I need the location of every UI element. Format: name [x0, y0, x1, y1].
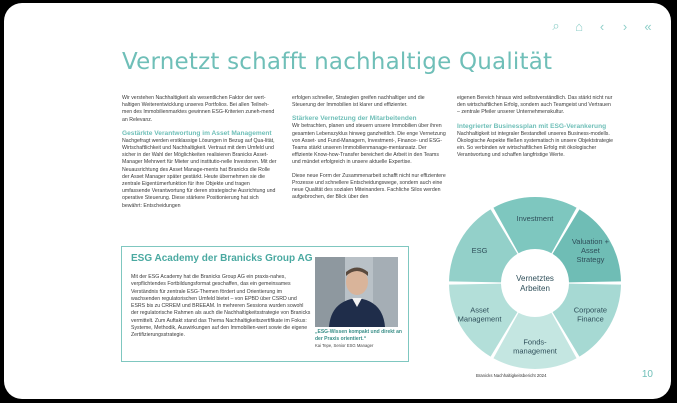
previous-page-icon[interactable]: ‹	[599, 18, 605, 34]
quote-text: „ESG-Wissen kompakt und direkt an der Praxis orientiert.“	[315, 329, 402, 342]
section-heading: Stärkere Vernetzung der Mitarbeitenden	[292, 115, 417, 123]
person-silhouette-icon	[315, 257, 398, 327]
wheel-center-label: Vernetztes Arbeiten	[516, 274, 554, 293]
body-paragraph: Diese neue Form der Zusammenarbeit schafft nicht nur effizientere Prozesse und schnellere Entscheidungswege, sondern auch eine neue Qualität des sozialen Miteinanders. Fachliche Silos werden aufgebrochen, der Blick über den	[292, 172, 446, 201]
photo-caption: Kai Tepe, Senior ESG Manager	[315, 343, 374, 348]
text-column-1	[122, 95, 277, 216]
intro-paragraph: Wir verstehen Nachhaltigkeit als wesentlichen Faktor der wert-haltigen Weiterentwicklung unseres Portfolios. Bei allen Teilneh-men des Immobilienmarktes gewinnen ESG-Kriterien zuneh-mend an Relevanz.	[122, 95, 275, 123]
report-footer: Branicks Nachhaltigkeitsbericht 2024	[476, 373, 547, 378]
process-wheel-diagram	[444, 195, 626, 371]
page-title: Vernetzt schafft nachhaltige Qualität	[122, 49, 553, 75]
section-heading: Gestärkte Verantwortung im Asset Management	[122, 129, 272, 137]
body-paragraph: eigenen Bereich hinaus wird selbstverständlich. Das stärkt nicht nur den wirtschaftlichen Erfolg, sondern auch Teamgeist und Vertrauen – zentrale Pfeiler unserer Unternehmenskultur.	[457, 95, 613, 116]
body-paragraph: erfolgen schneller, Strategien greifen nachhaltiger und die Steuerung der Immobilien ist klarer und effizienter.	[292, 95, 425, 109]
body-paragraph: Nachhaltigkeit ist integraler Bestandteil unseres Business-modells. Ökologische Aspekte fließen systematisch in unsere Objektstrategie ein. So verbinden wir wirtschaftlichen Erfolg mit ökologischer Verantwortung und schaffen langfristige Werte.	[457, 130, 613, 159]
wheel-segment-label: Fonds-management	[513, 337, 557, 356]
text-column-2	[292, 95, 447, 207]
report-page	[4, 3, 671, 399]
wheel-segment-label: Asset Management	[457, 305, 502, 324]
wheel-segment-label: Investment	[516, 214, 554, 223]
text-column-3	[457, 95, 615, 165]
box-title: ESG Academy der Branicks Group AG	[131, 253, 313, 264]
next-page-icon[interactable]: ›	[622, 18, 628, 34]
wheel-segment-label: ESG	[471, 246, 488, 255]
page-navigation	[549, 19, 655, 33]
box-text: Mit der ESG Academy hat die Branicks Group AG ein praxis-nahes, verpflichtendes Fortbildungsformat geschaffen, das ein gemeinsames Verständnis für zentrale ESG-Themen fördert und Orientierung im wachsenden regulatorischen Umfeld bietet – von EPBD über CSRD und ESRS bis zu CRREM und BREEAM. In mehreren Sessions wurden sowohl der regulatorische Rahmen als auch die Nachhaltigkeitsstrategie von Branicks vermittelt. Zum Auftakt stand das Thema Nachhaltigkeitszertifikate im Fokus: Systeme, Methodik, Auswirkungen auf den Immobilien-wert sowie die eigene Zertifizierungsstrategie.	[131, 274, 311, 339]
portrait-photo	[315, 257, 398, 327]
section-heading: Integrierter Businessplan mit ESG-Verankerung	[457, 122, 607, 130]
page-number: 10	[641, 369, 653, 380]
wheel-center	[505, 253, 565, 313]
wheel-segment-label: Corporate Finance	[573, 305, 608, 324]
body-paragraph: Wir betrachten, planen und steuern unsere Immobilien über ihren gesamten Lebenszyklus hinweg ganzheitlich. Die enge Vernetzung von Asset- und Fund-Managern, Investment-, Finance- und ESG-Teams stärkt unseren Immobilienmanage-mentansatz. Der effiziente Know-how-Transfer bereichert die Arbeit in den Teams und mündet erfolgreich in unsere aktuelle Expertise.	[292, 123, 446, 166]
esg-academy-box	[121, 246, 409, 362]
wheel-segment-label: Valuation + Asset Strategy	[571, 237, 610, 264]
back-icon[interactable]: «	[644, 18, 652, 34]
home-icon[interactable]: ⌂	[575, 18, 583, 34]
body-paragraph: Nachgefragt werden erstklassige Lösungen in Bezug auf Qua-lität, Wirtschaftlichkeit und Nachhaltigkeit. Vertraut mit dem Umfeld und sicher in der Wahl der Möglichkeiten realisieren Branicks Asset-Manager Mehrwert für Mieter und institutio-nelle Investoren. Mit der Neuausrichtung des Asset Manage-ments hat Branicks die Rolle der Asset Manager später gestärkt. Heute übernehmen sie die zentrale Eigentümerfunktion für ihre Objekte und tragen umfassende Verantwortung für deren strategische Ausrichtung und operative Steuerung. Diese stärkere Positionierung hat sich bewährt: Entscheidungen	[122, 137, 277, 209]
search-icon[interactable]: ⌕	[552, 18, 560, 33]
